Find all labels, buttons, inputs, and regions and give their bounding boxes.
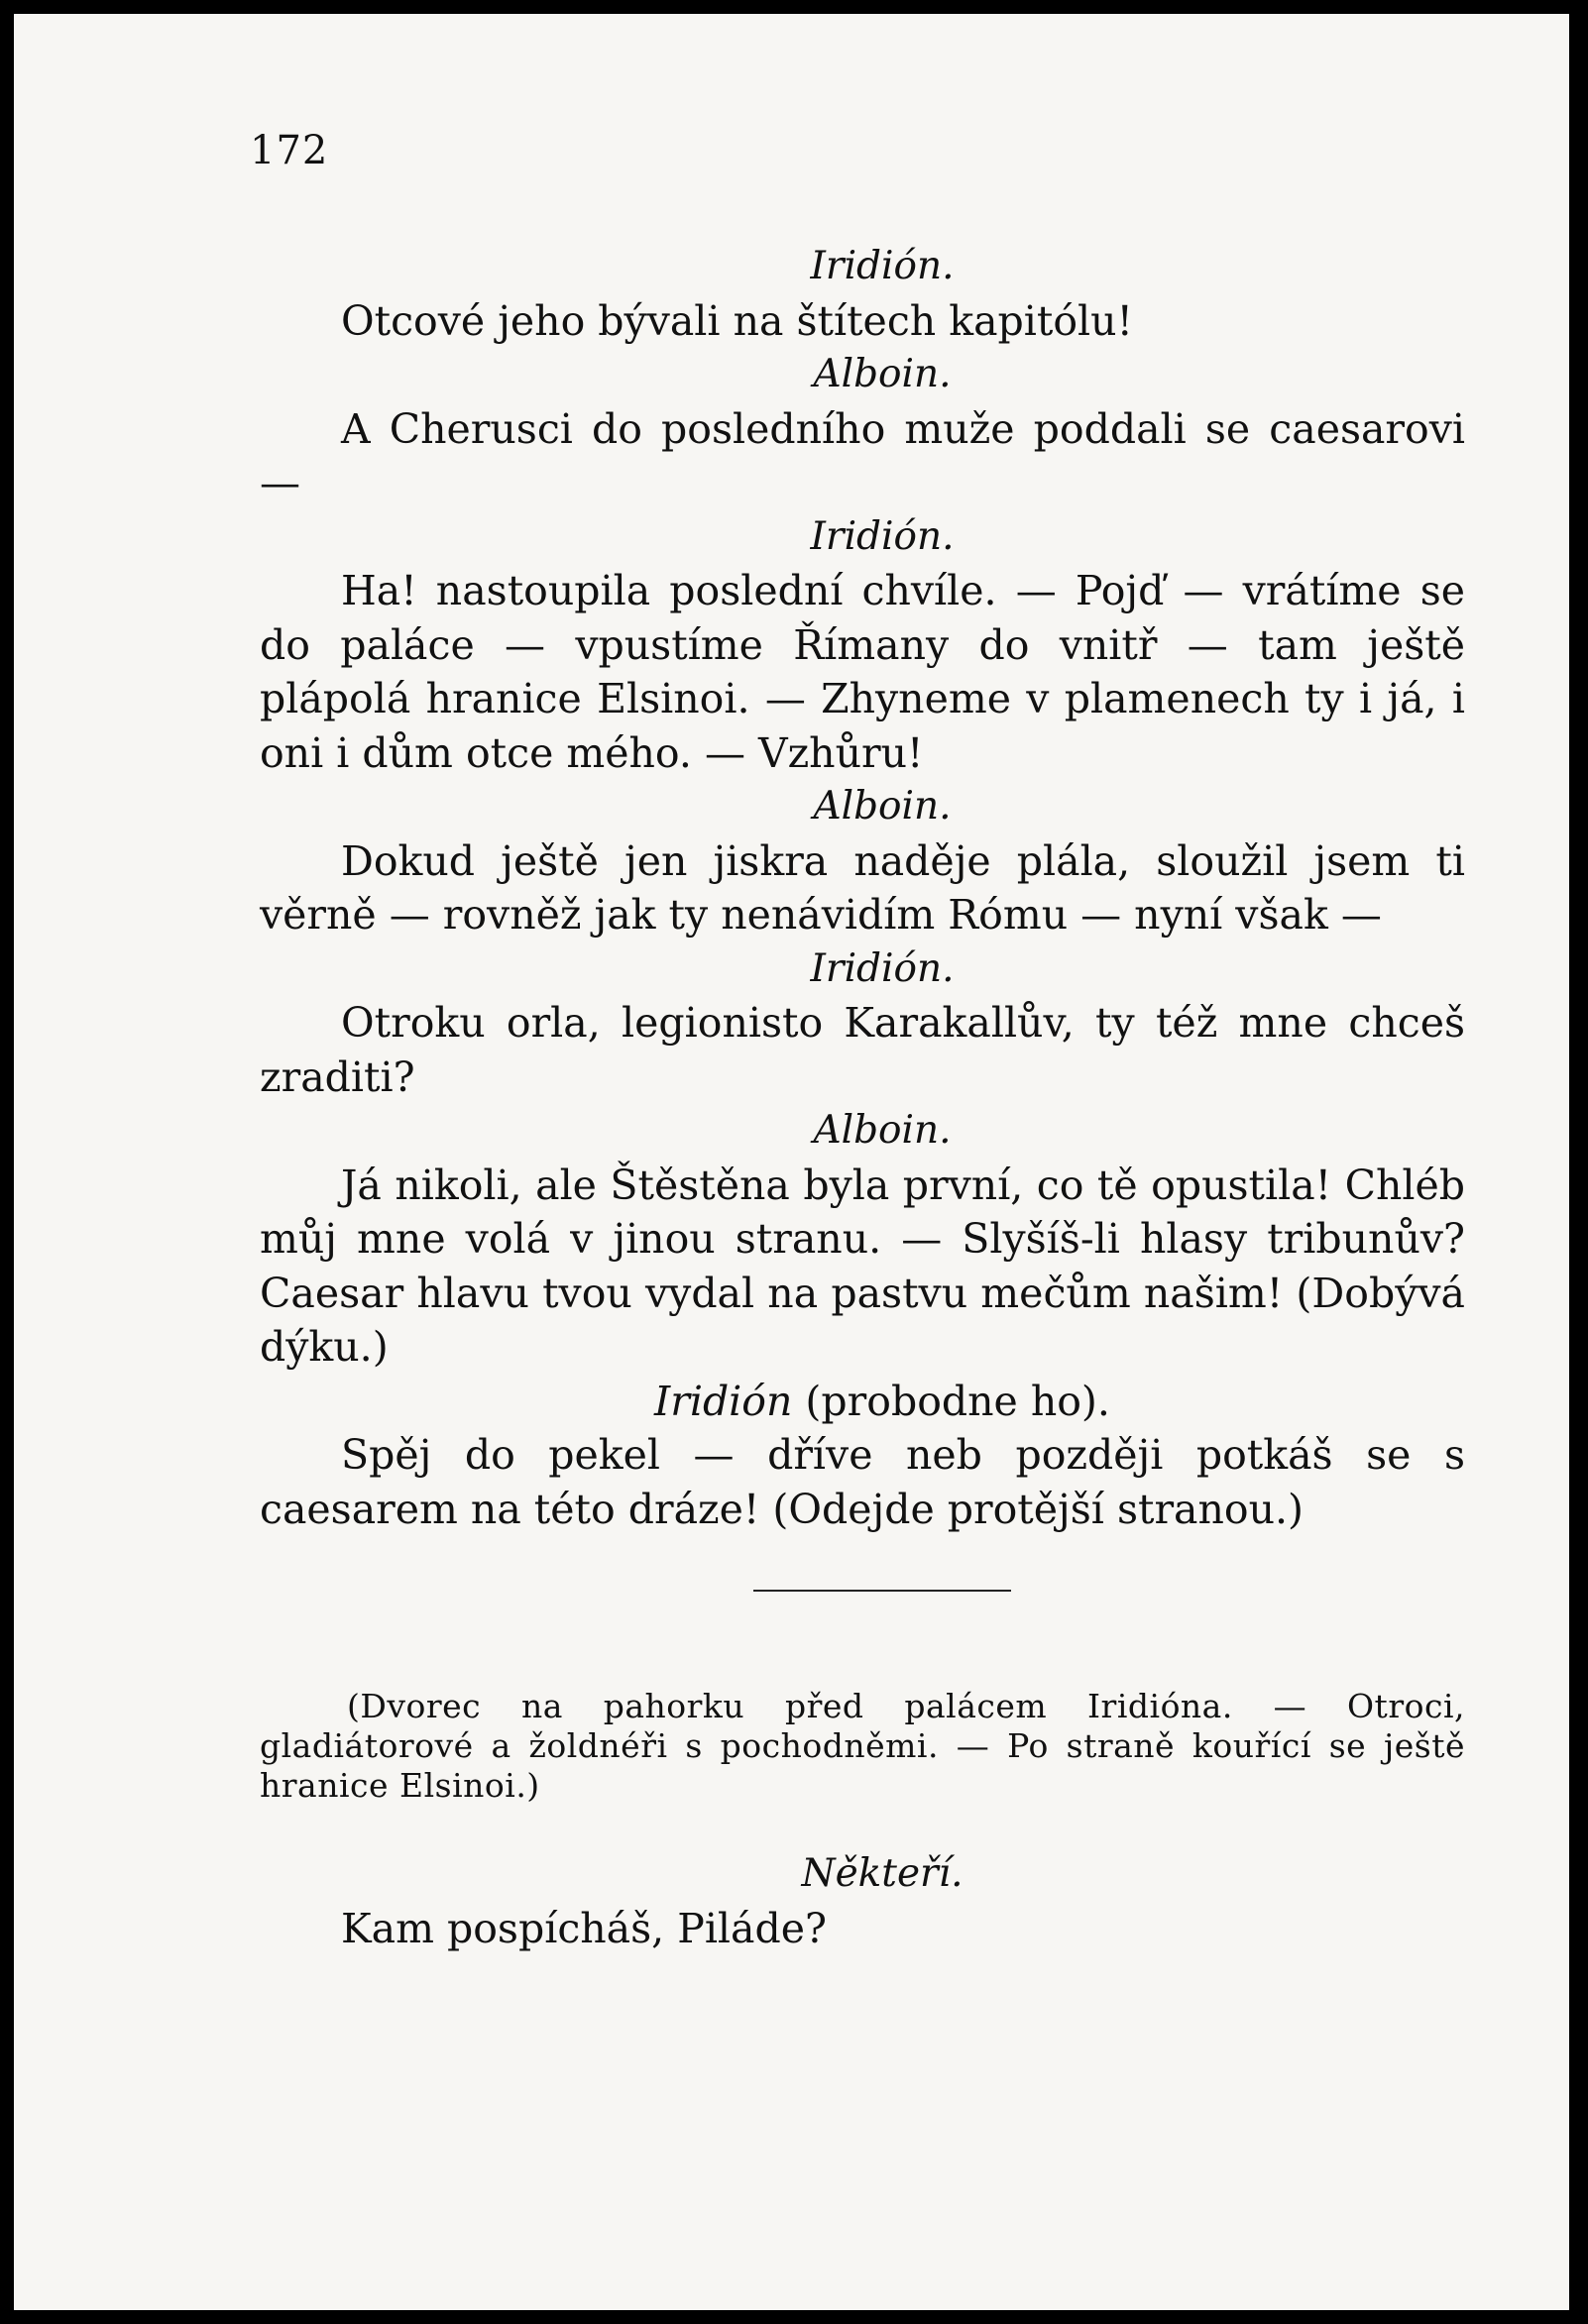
speaker-name: Alboin. [813,1108,952,1153]
book-page [14,14,1569,2310]
stage-direction-inline: (probodne ho). [792,1377,1110,1425]
section-divider [753,1590,1011,1592]
speaker-name: Iridión. [810,244,955,288]
speech-text: Spěj do pekel — dříve neb později potkáš se s caesarem na této dráze! (Odejde protější stranou.) [260,1431,1465,1533]
speech-text: Otroku orla, legionisto Karakallův, ty též mne chceš zraditi? [260,999,1465,1101]
speech-text: A Cherusci do posledního muže poddali se caesarovi — [260,404,1465,506]
speaker-name: Někteří. [801,1851,964,1896]
speech-text: Já nikoli, ale Štěstěna byla první, co tě opustila! Chléb můj mne volá v jinou stranu. — Slyšíš-li hlasy tribunův? Caesar hlavu tvou vydal na pastvu mečům našim! (Dobývá dýku.) [260,1161,1465,1371]
text-block [260,240,1465,1955]
speech-text: Kam pospícháš, Piláde? [341,1904,827,1952]
speaker-name: Iridión. [810,945,955,991]
speaker-name: Iridión. [810,513,955,559]
speaker-name: Iridión [654,1377,793,1425]
stage-direction: (Dvorec na pahorku před palácem Iridióna. — Otroci, gladiátorové a žoldnéři s pochodněmi. — Po straně kouřící se ještě hranice Elsinoi.) [260,1687,1465,1805]
speech-text: Ha! nastoupila poslední chvíle. — Pojď — vrátíme se do paláce — vpustíme Římany do vnitř — tam ještě plápolá hranice Elsinoi. — Zhyneme v plamenech ty i já, i oni i dům otce mého. — Vzhůru! [260,567,1465,777]
speech-text: Dokud ještě jen jiskra naděje plála, sloužil jsem ti věrně — rovněž jak ty nenávidím Rómu — nyní však — [260,836,1465,939]
speaker-name: Alboin. [813,784,952,829]
speaker-name: Alboin. [813,352,952,396]
page-number: 172 [250,128,329,173]
speech-text: Otcové jeho bývali na štítech kapitólu! [341,296,1134,345]
speaker-with-direction [260,1375,1465,1429]
